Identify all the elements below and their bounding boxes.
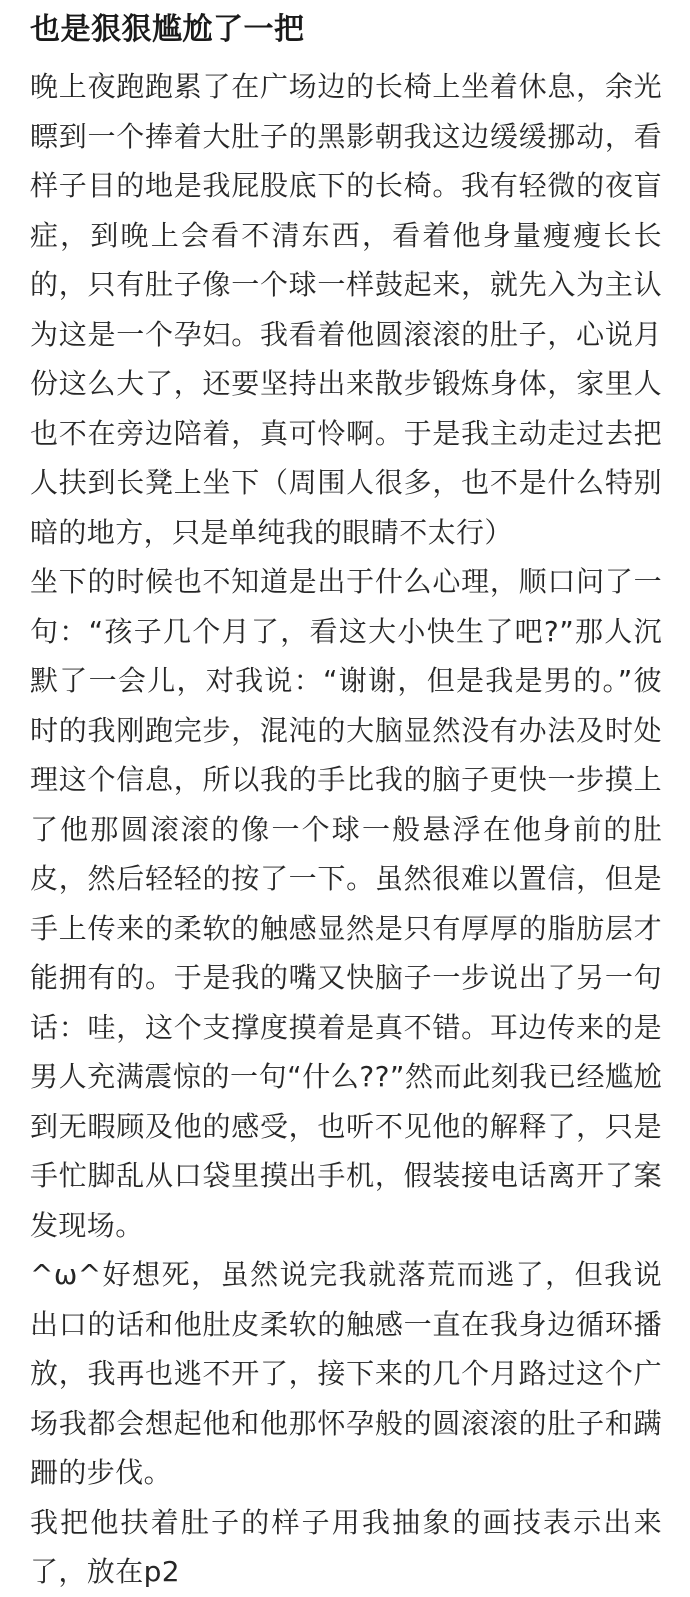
post-paragraph-2: 坐下的时候也不知道是出于什么心理，顺口问了一句：“孩子几个月了，看这大小快生了吧?”那人沉默了一会儿，对我说：“谢谢，但是我是男的。”彼时的我刚跑完步，混沌的大脑显然没有办法及时处理这个信息，所以我的手比我的脑子更快一步摸上了他那圆滚滚的像一个球一般悬浮在他身前的肚皮，然后轻轻的按了一下。虽然很难以置信，但是手上传来的柔软的触感显然是只有厚厚的脂肪层才能拥有的。于是我的嘴又快脑子一步说出了另一句话：哇，这个支撑度摸着是真不错。耳边传来的是男人充满震惊的一句“什么??”然而此刻我已经尴尬到无暇顾及他的感受，也听不见他的解释了，只是手忙脚乱从口袋里摸出手机，假装接电话离开了案发现场。: [30, 565, 662, 1242]
post-body: [30, 62, 662, 1597]
post-title: 也是狠狠尴尬了一把: [30, 12, 305, 47]
post-paragraph-4: 我把他扶着肚子的样子用我抽象的画技表示出来了，放在p2: [30, 1505, 662, 1588]
post-paragraph-3: ^ω^好想死，虽然说完我就落荒而逃了，但我说出口的话和他肚皮柔软的触感一直在我身边循环播放，我再也逃不开了，接下来的几个月路过这个广场我都会想起他和他那怀孕般的圆滚滚的肚子和蹒跚的步伐。: [30, 1258, 662, 1489]
post-paragraph-1: 晚上夜跑跑累了在广场边的长椅上坐着休息，余光瞟到一个捧着大肚子的黑影朝我这边缓缓挪动，看样子目的地是我屁股底下的长椅。我有轻微的夜盲症，到晚上会看不清东西，看着他身量瘦瘦长长的，只有肚子像一个球一样鼓起来，就先入为主认为这是一个孕妇。我看着他圆滚滚的肚子，心说月份这么大了，还要坚持出来散步锻炼身体，家里人也不在旁边陪着，真可怜啊。于是我主动走过去把人扶到长凳上坐下（周围人很多，也不是什么特别暗的地方，只是单纯我的眼睛不太行）: [30, 70, 662, 549]
